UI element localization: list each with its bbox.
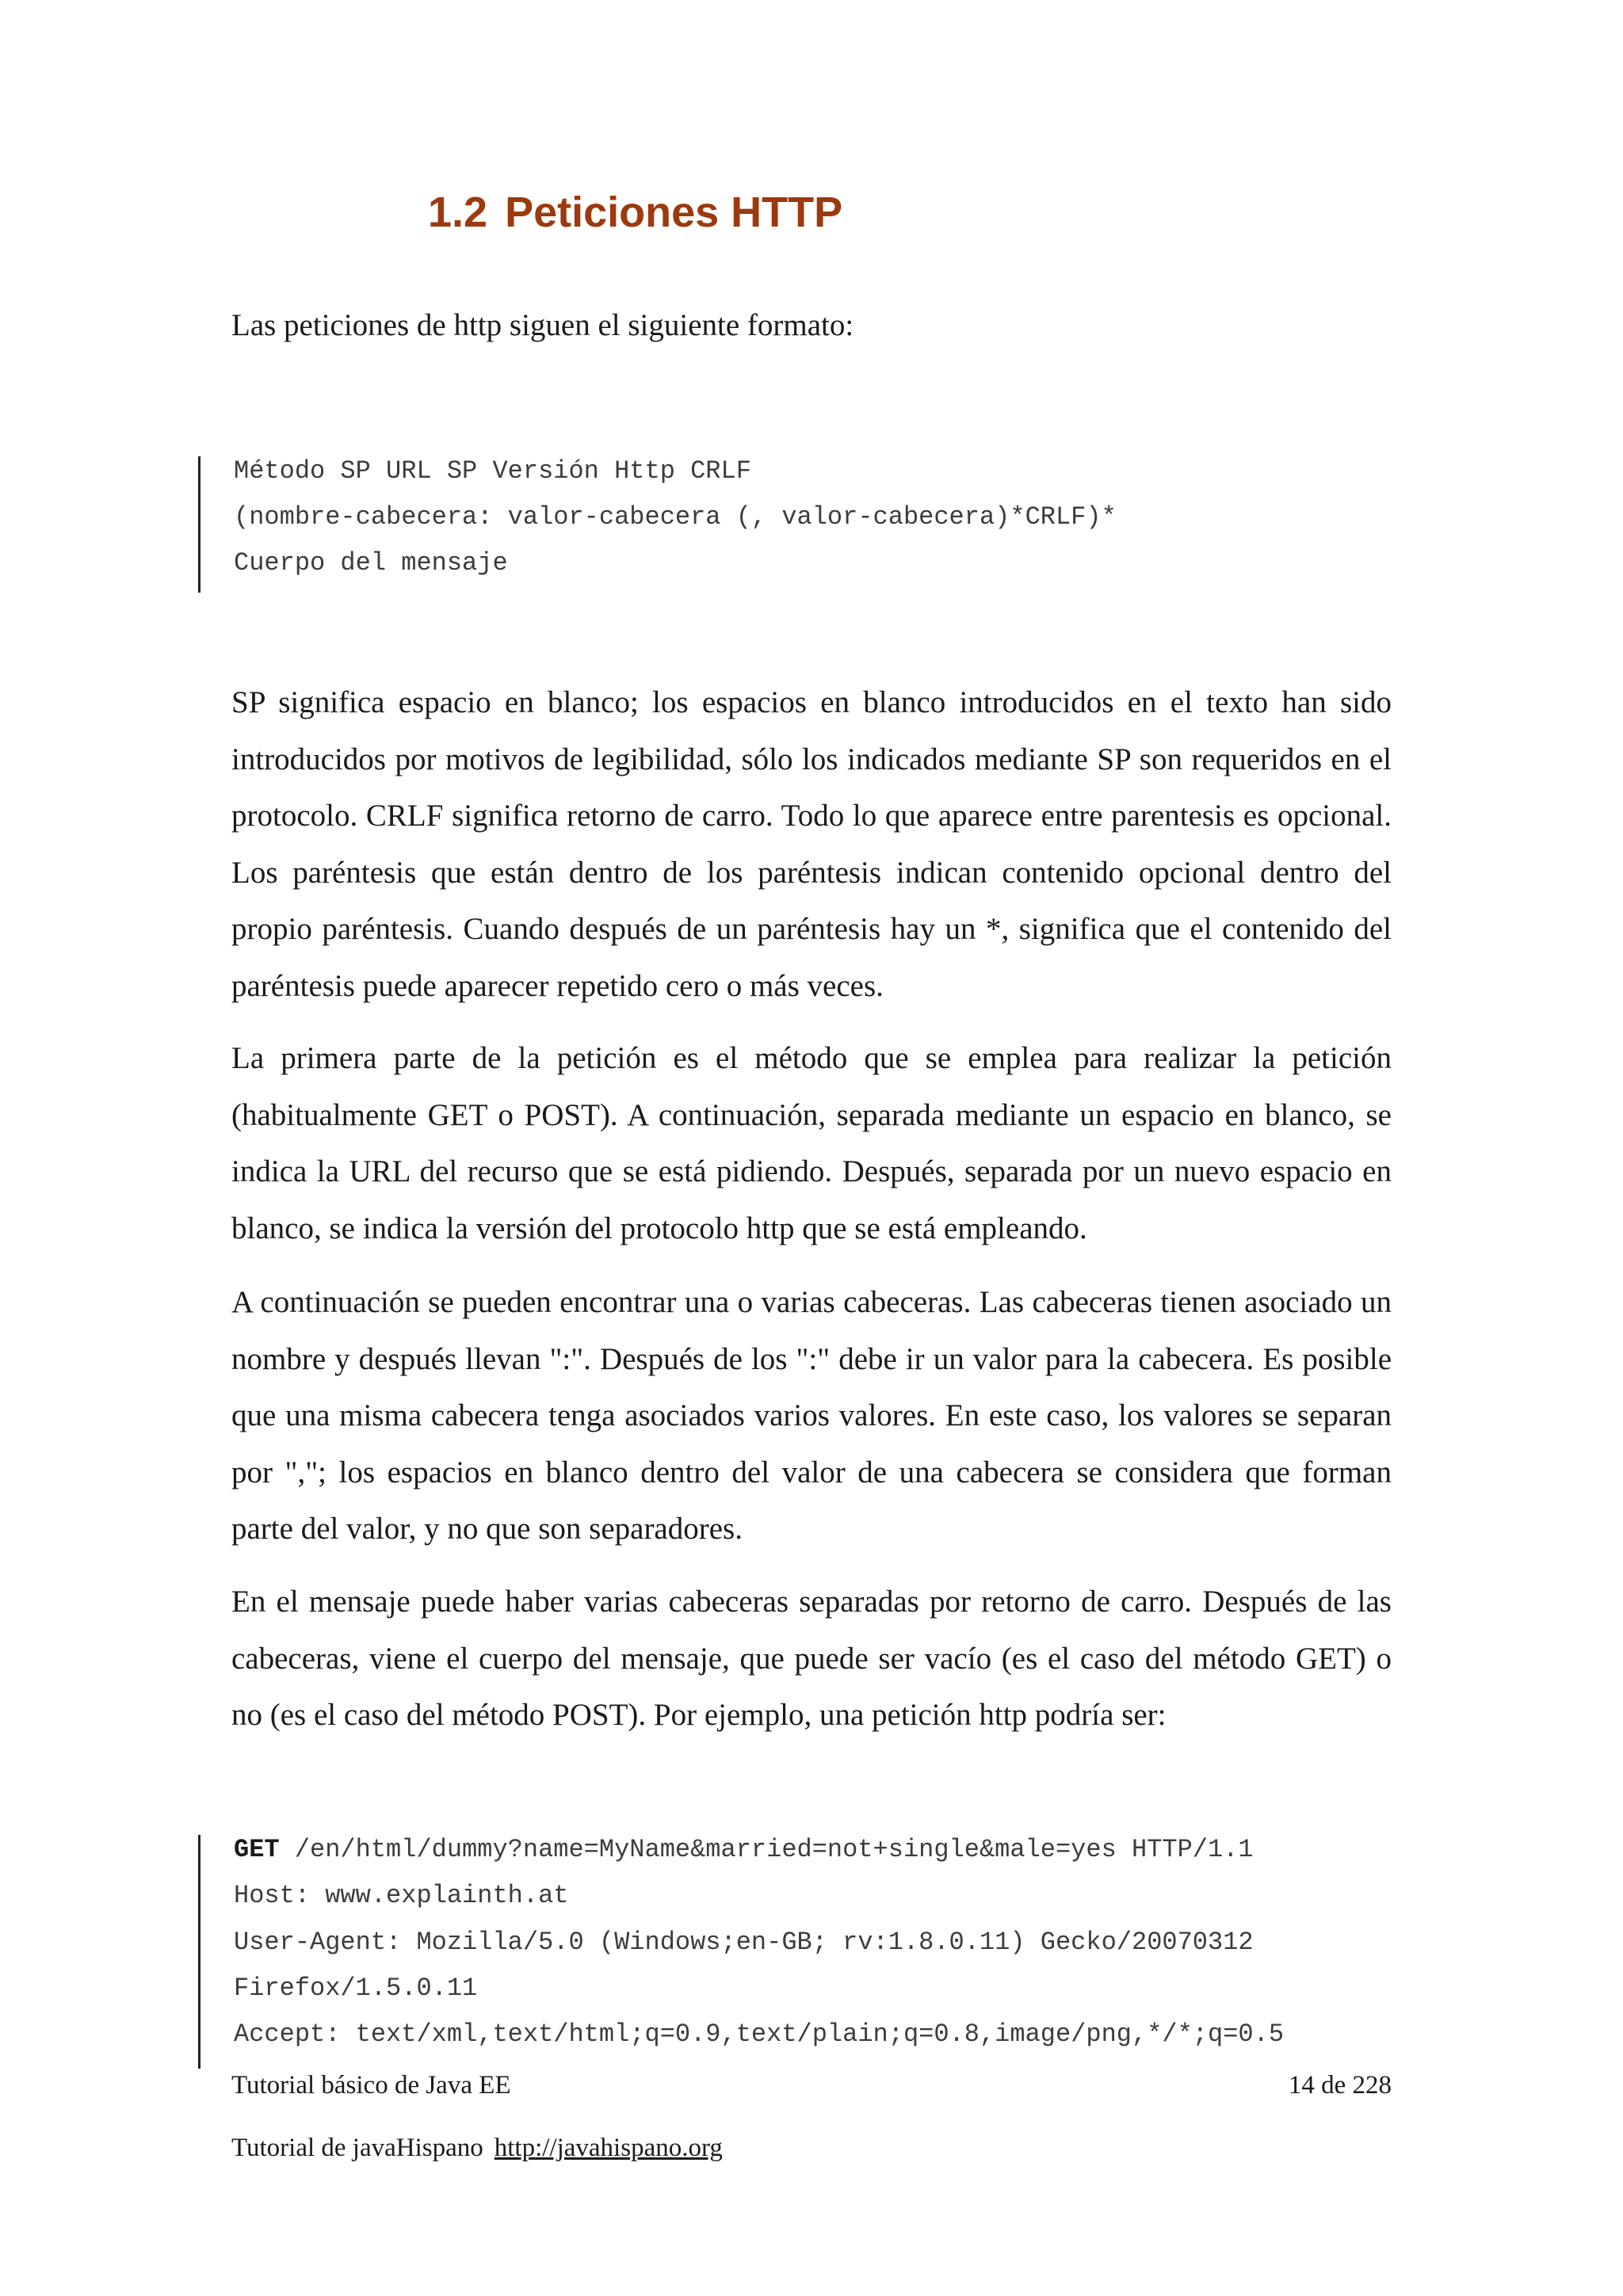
paragraph: En el mensaje puede haber varias cabeceras separadas por retorno de carro. Después de las cabeceras, viene el cuerpo del mensaje, que puede ser vacío (es el caso del método GET) o no (es el caso del método POST). Por ejemplo, una petición http podría ser: (231, 1585, 1392, 1732)
footer-credit-text: Tutorial de javaHispano (231, 2134, 483, 2162)
code-line: User-Agent: Mozilla/5.0 (Windows;en-GB; rv:1.8.0.11) Gecko/20070312 (234, 1928, 1254, 1957)
footer-title: Tutorial básico de Java EE (231, 2071, 511, 2100)
code-line: Firefox/1.5.0.11 (234, 1974, 478, 2003)
section-title: Peticiones HTTP (505, 189, 843, 236)
intro-text: Las peticiones de http siguen el siguiente formato: (231, 308, 854, 342)
paragraph: A continuación se pueden encontrar una o varias cabeceras. Las cabeceras tienen asociado un nombre y después llevan ":". Después de los ":" debe ir un valor para la cabecera. Es posible que una misma cabecera tenga asociados varios valores. En este caso, los valores se separan por ","; los espacios en blanco dentro del valor de una cabecera se considera que forman parte del valor, y no que son separadores. (231, 1285, 1392, 1546)
http-method: GET (234, 1835, 280, 1864)
code-line: (nombre-cabecera: valor-cabecera (, valor-cabecera)*CRLF)* (234, 502, 1117, 532)
code-line: Cuerpo del mensaje (234, 548, 508, 578)
code-line: Accept: text/xml,text/html;q=0.9,text/plain;q=0.8,image/png,*/*;q=0.5 (234, 2019, 1285, 2049)
code-line: Método SP URL SP Versión Http CRLF (234, 456, 751, 486)
format-code-block (198, 456, 1117, 593)
footer-credit (231, 2134, 723, 2163)
section-number: 1.2 (428, 189, 488, 236)
section-heading (428, 187, 842, 238)
example-code-block (198, 1835, 1285, 2069)
paragraph: La primera parte de la petición es el método que se emplea para realizar la petición (habitualmente GET o POST). A continuación, separada mediante un espacio en blanco, se indica la URL del recurso que se está pidiendo. Después, separada por un nuevo espacio en blanco, se indica la versión del protocolo http que se está empleando. (231, 1041, 1392, 1245)
code-line: Host: www.explainth.at (234, 1881, 569, 1910)
code-line-request (234, 1835, 1254, 1864)
paragraph: SP significa espacio en blanco; los espacios en blanco introducidos en el texto han sido introducidos por motivos de legibilidad, sólo los indicados mediante SP son requeridos en el protocolo. CRLF significa retorno de carro. Todo lo que aparece entre parentesis es opcional. Los paréntesis que están dentro de los paréntesis indican contenido opcional dentro del propio paréntesis. Cuando después de un paréntesis hay un *, significa que el contenido del paréntesis puede aparecer repetido cero o más veces. (231, 685, 1392, 1003)
request-line-rest: /en/html/dummy?name=MyName&married=not+single&male=yes HTTP/1.1 (279, 1835, 1254, 1864)
page-number: 14 de 228 (1288, 2071, 1392, 2100)
javahispano-link[interactable]: http://javahispano.org (494, 2134, 723, 2162)
